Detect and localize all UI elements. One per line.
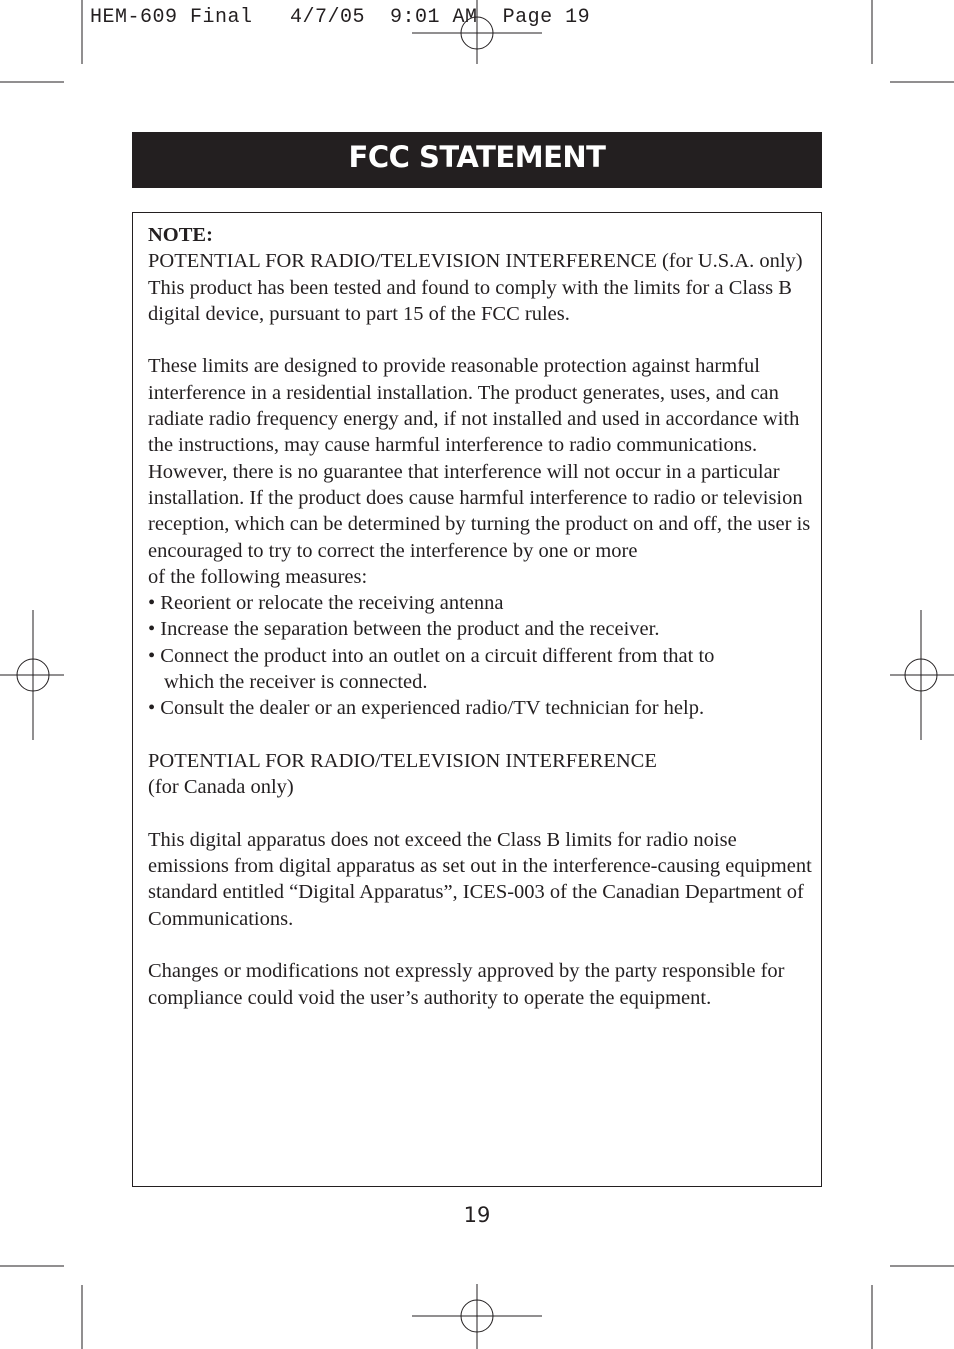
canada-paragraph: This digital apparatus does not exceed the Class B limits for radio noise emissions from digital apparatus as set out in the interference-causing equipment standard entitled “Digital Apparatus”, ICES-003 of the Canadian Department of Communications. bbox=[148, 828, 812, 930]
registration-mark-top bbox=[412, 0, 542, 64]
measure-item: • Increase the separation between the product and the receiver. bbox=[148, 618, 660, 641]
measure-item: • Consult the dealer or an experienced radio/TV technician for help. bbox=[148, 697, 705, 720]
registration-mark-bottom bbox=[412, 1284, 542, 1349]
measure-item: • Reorient or relocate the receiving antenna bbox=[148, 592, 504, 615]
measure-item: • Connect the product into an outlet on a circuit different from that to bbox=[148, 644, 715, 667]
measures-intro: of the following measures: bbox=[148, 565, 368, 588]
measure-item-continuation: which the receiver is connected. bbox=[164, 671, 428, 694]
registration-mark-left bbox=[0, 610, 64, 740]
canada-heading-sub: (for Canada only) bbox=[148, 776, 294, 799]
registration-mark-right bbox=[890, 610, 954, 740]
page-number: 19 bbox=[463, 1203, 491, 1227]
statement-box bbox=[132, 212, 822, 1187]
canada-heading: POTENTIAL FOR RADIO/TELEVISION INTERFERENCE bbox=[148, 749, 657, 772]
statement-content bbox=[148, 222, 814, 1011]
note-label: NOTE: bbox=[148, 224, 213, 246]
limits-paragraph: These limits are designed to provide reasonable protection against harmful interference in a residential installation. The product generates, uses, and can radiate radio frequency energy and, if not installed and used in accordance with the instructions, may cause harmful interference to radio communications. However, there is no guarantee that interference will not occur in a particular installation. If the product does cause harmful interference to radio or television reception, which can be determined by turning the product on and off, the user is encouraged to try to correct the interference by one or more bbox=[148, 355, 811, 562]
changes-paragraph: Changes or modifications not expressly approved by the party responsible for compliance could void the user’s authority to operate the equipment. bbox=[148, 960, 785, 1009]
section-heading-banner bbox=[132, 132, 822, 188]
section-heading: FCC STATEMENT bbox=[348, 140, 606, 174]
print-slug-line: HEM-609 Final 4/7/05 9:01 AM Page 19 bbox=[90, 6, 591, 29]
usa-interference-paragraph: POTENTIAL FOR RADIO/TELEVISION INTERFERENCE (for U.S.A. only) This product has been tested and found to comply with the limits for a Class B digital device, pursuant to part 15 of the FCC rules. bbox=[148, 250, 803, 325]
